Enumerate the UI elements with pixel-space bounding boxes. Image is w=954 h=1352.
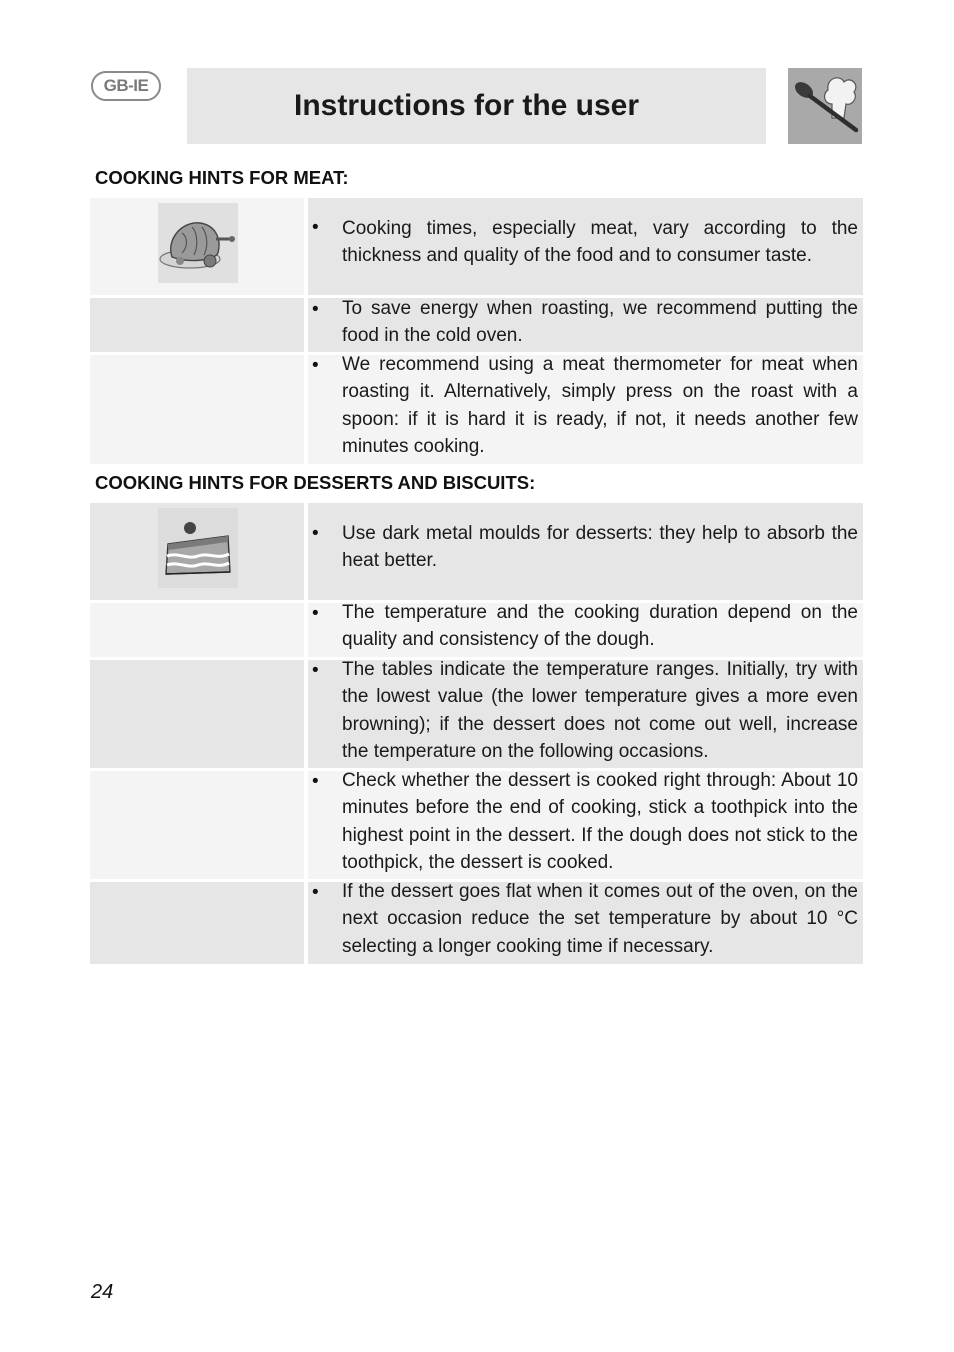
dessert-hint-row-3 <box>90 660 863 768</box>
page-number: 24 <box>91 1281 114 1303</box>
hint-label-cell <box>90 771 304 879</box>
dessert-hint-row-2 <box>90 603 863 657</box>
hint-label-cell <box>90 882 304 964</box>
dessert-hint-text: If the dessert goes flat when it comes out of the oven, on the next occasion reduce the set temperature by about 10 °C selecting a longer cooking time if necessary. <box>342 881 858 957</box>
dessert-hint-text: The tables indicate the temperature ranges. Initially, try with the lowest value (the lower temperature gives a more even browning); if the dessert does not come out well, increase the temperature on the following occasions. <box>342 659 858 762</box>
dessert-hint-text: The temperature and the cooking duration depend on the quality and consistency of the dough. <box>342 602 858 651</box>
bullet-marker: • <box>312 660 319 681</box>
hint-label-cell <box>90 355 304 464</box>
bullet-marker: • <box>312 771 319 792</box>
dessert-hint-row-5 <box>90 882 863 964</box>
bullet-marker: • <box>312 523 319 544</box>
chef-hat-spoon-icon <box>788 68 862 144</box>
dessert-hint-text: Check whether the dessert is cooked right through: About 10 minutes before the end of cooking, stick a toothpick into the highest point in the dessert. If the dough does not stick to the toothpick, the dessert is cooked. <box>342 770 858 873</box>
meat-hint-row-3 <box>90 355 863 464</box>
bullet-marker: • <box>312 355 319 376</box>
page-title: Instructions for the user <box>294 89 640 122</box>
roast-meat-icon <box>158 203 238 283</box>
meat-hint-row-1 <box>90 198 863 295</box>
hint-label-cell <box>90 660 304 768</box>
bullet-marker: • <box>312 299 319 320</box>
dessert-hint-row-4 <box>90 771 863 879</box>
meat-hint-text: To save energy when roasting, we recommend putting the food in the cold oven. <box>342 298 858 347</box>
meat-hint-row-2 <box>90 298 863 352</box>
title-bar <box>187 68 766 144</box>
meat-hint-text: We recommend using a meat thermometer for meat when roasting it. Alternatively, simply press on the roast with a spoon: if it is hard it is ready, if not, it needs another few minutes cooking. <box>342 354 858 457</box>
hint-label-cell <box>90 603 304 657</box>
dessert-hint-row-1 <box>90 503 863 600</box>
hint-label-cell <box>90 198 304 295</box>
layer-cake-icon <box>158 508 238 588</box>
hint-label-cell <box>90 503 304 600</box>
meat-section-heading: COOKING HINTS FOR MEAT: <box>95 167 349 188</box>
bullet-marker: • <box>312 882 319 903</box>
desserts-section-heading: COOKING HINTS FOR DESSERTS AND BISCUITS: <box>95 472 536 493</box>
dessert-hint-text: Use dark metal moulds for desserts: they help to absorb the heat better. <box>342 523 858 572</box>
meat-hint-text: Cooking times, especially meat, vary according to the thickness and quality of the food and to consumer taste. <box>342 218 858 267</box>
language-badge: GB-IE <box>91 71 161 101</box>
bullet-marker: • <box>312 217 319 238</box>
hint-label-cell <box>90 298 304 352</box>
bullet-marker: • <box>312 603 319 624</box>
